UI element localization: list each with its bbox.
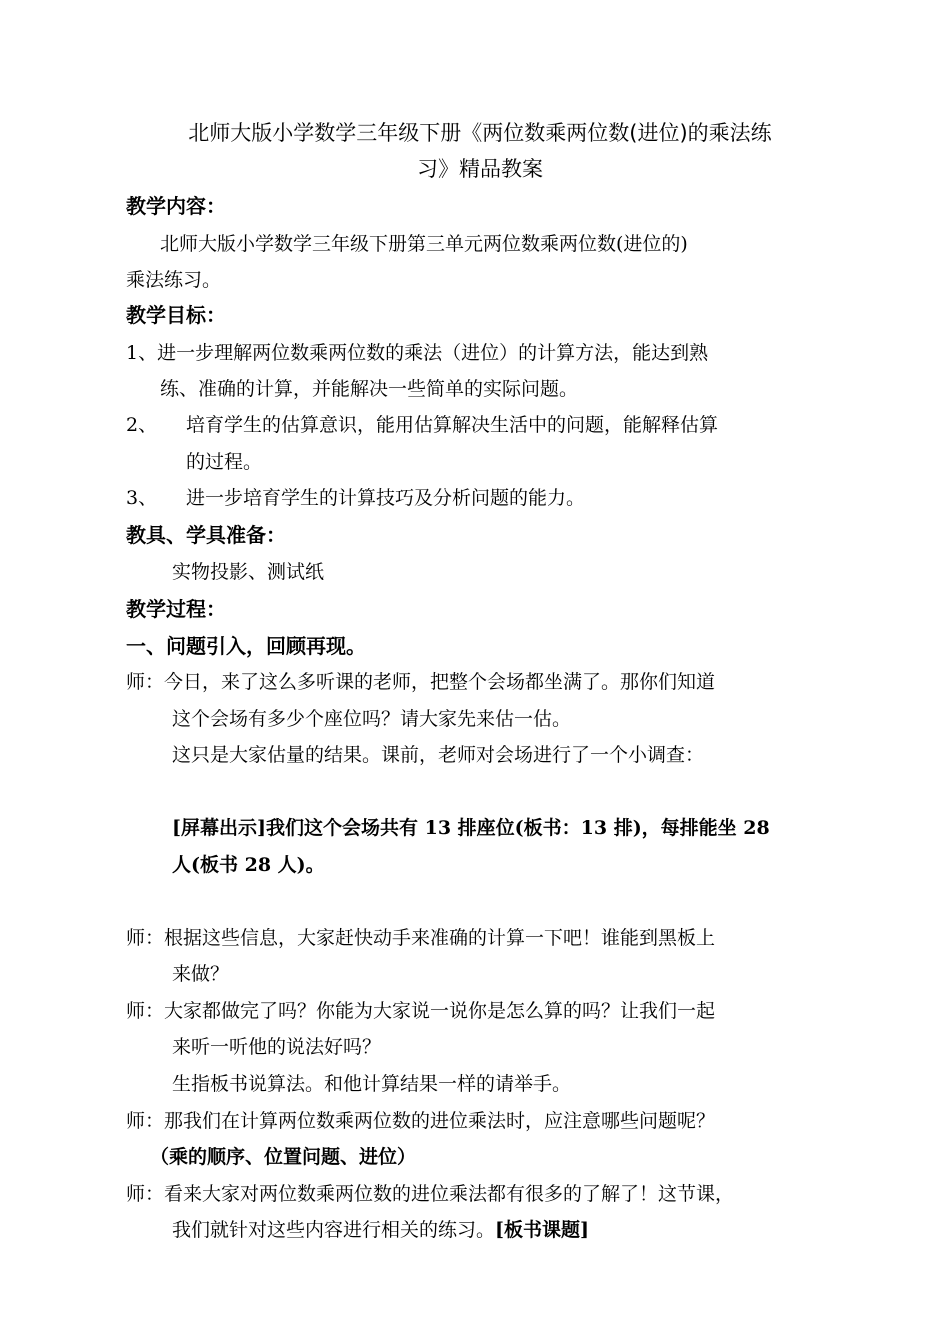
content-text-line1: 北师大版小学数学三年级下册第三单元两位数乘两位数(进位的) (160, 233, 688, 255)
goal-1-line1: 1、进一步理解两位数乘两位数的乘法（进位）的计算方法，能达到熟 (126, 342, 709, 364)
content-text-line2: 乘法练习。 (126, 269, 222, 291)
teacher-line-5a: 师：看来大家对两位数乘两位数的进位乘法都有很多的了解了！这节课， (126, 1183, 735, 1205)
goal-2-line1: 培育学生的估算意识，能用估算解决生活中的问题，能解释估算 (186, 414, 719, 436)
section-1-heading: 一、问题引入，回顾再现。 (126, 634, 366, 658)
teacher-line-2b: 来做？ (172, 963, 230, 985)
goal-2-line2: 的过程。 (186, 451, 263, 473)
document-title-line2: 习》精品教案 (417, 157, 543, 181)
goal-3-number: 3、 (126, 487, 158, 509)
heading-process: 教学过程： (126, 597, 226, 621)
teacher-line-1a: 师：今日，来了这么多听课的老师，把整个会场都坐满了。那你们知道 (126, 671, 716, 693)
heading-tools: 教具、学具准备： (126, 523, 286, 547)
student-action-line: 生指板书说算法。和他计算结果一样的请举手。 (172, 1073, 572, 1095)
teacher-line-5b-text: 我们就针对这些内容进行相关的练习。 (172, 1219, 496, 1241)
tools-text: 实物投影、测试纸 (172, 561, 325, 583)
teacher-line-4b: （乘的顺序、位置问题、进位） (150, 1146, 417, 1168)
goal-2-number: 2、 (126, 414, 158, 436)
teacher-line-3b: 来听一听他的说法好吗？ (172, 1036, 382, 1058)
document-title-line1: 北师大版小学数学三年级下册《两位数乘两位数(进位)的乘法练 (188, 121, 772, 145)
screen-display-line2: 人(板书 28 人)。 (172, 854, 325, 876)
goal-3-line1: 进一步培育学生的计算技巧及分析问题的能力。 (186, 487, 586, 509)
teacher-line-4a: 师：那我们在计算两位数乘两位数的进位乘法时，应注意哪些问题呢？ (126, 1110, 716, 1132)
heading-teaching-content: 教学内容： (126, 194, 226, 218)
screen-display-line1: [屏幕出示]我们这个会场共有 13 排座位(板书：13 排)，每排能坐 28 (172, 817, 770, 839)
teacher-line-1c: 这只是大家估量的结果。课前，老师对会场进行了一个小调查： (172, 744, 705, 766)
board-title-note: [板书课题] (495, 1219, 589, 1241)
teacher-line-5b (172, 1215, 589, 1242)
teacher-line-1b: 这个会场有多少个座位吗？请大家先来估一估。 (172, 708, 572, 730)
teacher-line-3a: 师：大家都做完了吗？你能为大家说一说你是怎么算的吗？让我们一起 (126, 1000, 716, 1022)
heading-teaching-goals: 教学目标： (126, 303, 226, 327)
teacher-line-2a: 师：根据这些信息，大家赶快动手来准确的计算一下吧！谁能到黑板上 (126, 927, 716, 949)
goal-1-line2: 练、准确的计算，并能解决一些简单的实际问题。 (160, 378, 579, 400)
